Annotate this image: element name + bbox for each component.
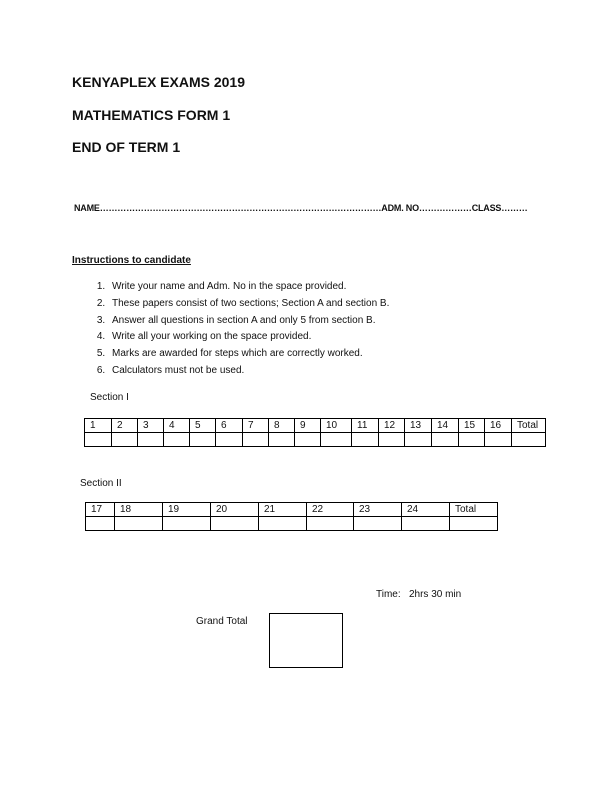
score-cell[interactable] xyxy=(405,433,432,447)
section-2-score-table xyxy=(85,502,498,531)
score-cell[interactable] xyxy=(459,433,485,447)
question-number-cell: Total xyxy=(512,419,546,433)
section-1-score-table xyxy=(84,418,546,447)
score-cell[interactable] xyxy=(138,433,164,447)
score-cell[interactable] xyxy=(352,433,379,447)
header-row xyxy=(85,419,546,433)
question-number-cell: 1 xyxy=(85,419,112,433)
score-cell[interactable] xyxy=(85,433,112,447)
score-cell[interactable] xyxy=(163,517,211,531)
question-number-cell: 10 xyxy=(321,419,352,433)
question-number-cell: 3 xyxy=(138,419,164,433)
section-1-label: Section I xyxy=(90,392,129,403)
question-number-cell: 13 xyxy=(405,419,432,433)
question-number-cell: 15 xyxy=(459,419,485,433)
question-number-cell: 8 xyxy=(269,419,295,433)
score-cell[interactable] xyxy=(115,517,163,531)
section-2-label: Section II xyxy=(80,478,122,489)
question-number-cell: 17 xyxy=(86,503,115,517)
score-cell[interactable] xyxy=(512,433,546,447)
instruction-item: 1. Write your name and Adm. No in the space provided. xyxy=(108,279,389,296)
question-number-cell: 19 xyxy=(163,503,211,517)
score-cell[interactable] xyxy=(402,517,450,531)
instruction-item: 6. Calculators must not be used. xyxy=(108,363,389,380)
question-number-cell: 21 xyxy=(259,503,307,517)
question-number-cell: 14 xyxy=(432,419,459,433)
score-cell[interactable] xyxy=(190,433,216,447)
instruction-item: 4. Write all your working on the space provided. xyxy=(108,329,389,346)
score-row xyxy=(86,517,498,531)
score-cell[interactable] xyxy=(243,433,269,447)
question-number-cell: 16 xyxy=(485,419,512,433)
score-row xyxy=(85,433,546,447)
question-number-cell: 9 xyxy=(295,419,321,433)
instructions-title: Instructions to candidate xyxy=(72,255,191,266)
question-number-cell: 12 xyxy=(379,419,405,433)
grand-total-label: Grand Total xyxy=(196,616,248,627)
score-cell[interactable] xyxy=(485,433,512,447)
score-cell[interactable] xyxy=(216,433,243,447)
question-number-cell: 18 xyxy=(115,503,163,517)
subject-title: MATHEMATICS FORM 1 xyxy=(72,107,231,123)
question-number-cell: 24 xyxy=(402,503,450,517)
score-cell[interactable] xyxy=(86,517,115,531)
question-number-cell: 23 xyxy=(354,503,402,517)
score-cell[interactable] xyxy=(112,433,138,447)
question-number-cell: 11 xyxy=(352,419,379,433)
question-number-cell: 22 xyxy=(307,503,354,517)
header-row xyxy=(86,503,498,517)
grand-total-box[interactable] xyxy=(269,613,343,668)
exam-title: KENYAPLEX EXAMS 2019 xyxy=(72,74,245,90)
question-number-cell: Total xyxy=(450,503,498,517)
question-number-cell: 20 xyxy=(211,503,259,517)
question-number-cell: 7 xyxy=(243,419,269,433)
question-number-cell: 6 xyxy=(216,419,243,433)
score-cell[interactable] xyxy=(269,433,295,447)
score-cell[interactable] xyxy=(379,433,405,447)
time-allowed: Time: 2hrs 30 min xyxy=(376,589,462,600)
score-cell[interactable] xyxy=(307,517,354,531)
term-title: END OF TERM 1 xyxy=(72,139,181,155)
instruction-item: 3. Answer all questions in section A and only 5 from section B. xyxy=(108,313,389,330)
question-number-cell: 5 xyxy=(190,419,216,433)
question-number-cell: 2 xyxy=(112,419,138,433)
instructions-list xyxy=(90,279,389,380)
candidate-fields-line: NAME……………………………………………………………………………………ADM. NO………………CLASS……… xyxy=(74,203,528,213)
instruction-item: 5. Marks are awarded for steps which are correctly worked. xyxy=(108,346,389,363)
score-cell[interactable] xyxy=(211,517,259,531)
score-cell[interactable] xyxy=(354,517,402,531)
question-number-cell: 4 xyxy=(164,419,190,433)
score-cell[interactable] xyxy=(259,517,307,531)
score-cell[interactable] xyxy=(295,433,321,447)
instruction-item: 2. These papers consist of two sections; Section A and section B. xyxy=(108,296,389,313)
score-cell[interactable] xyxy=(164,433,190,447)
score-cell[interactable] xyxy=(450,517,498,531)
score-cell[interactable] xyxy=(432,433,459,447)
score-cell[interactable] xyxy=(321,433,352,447)
